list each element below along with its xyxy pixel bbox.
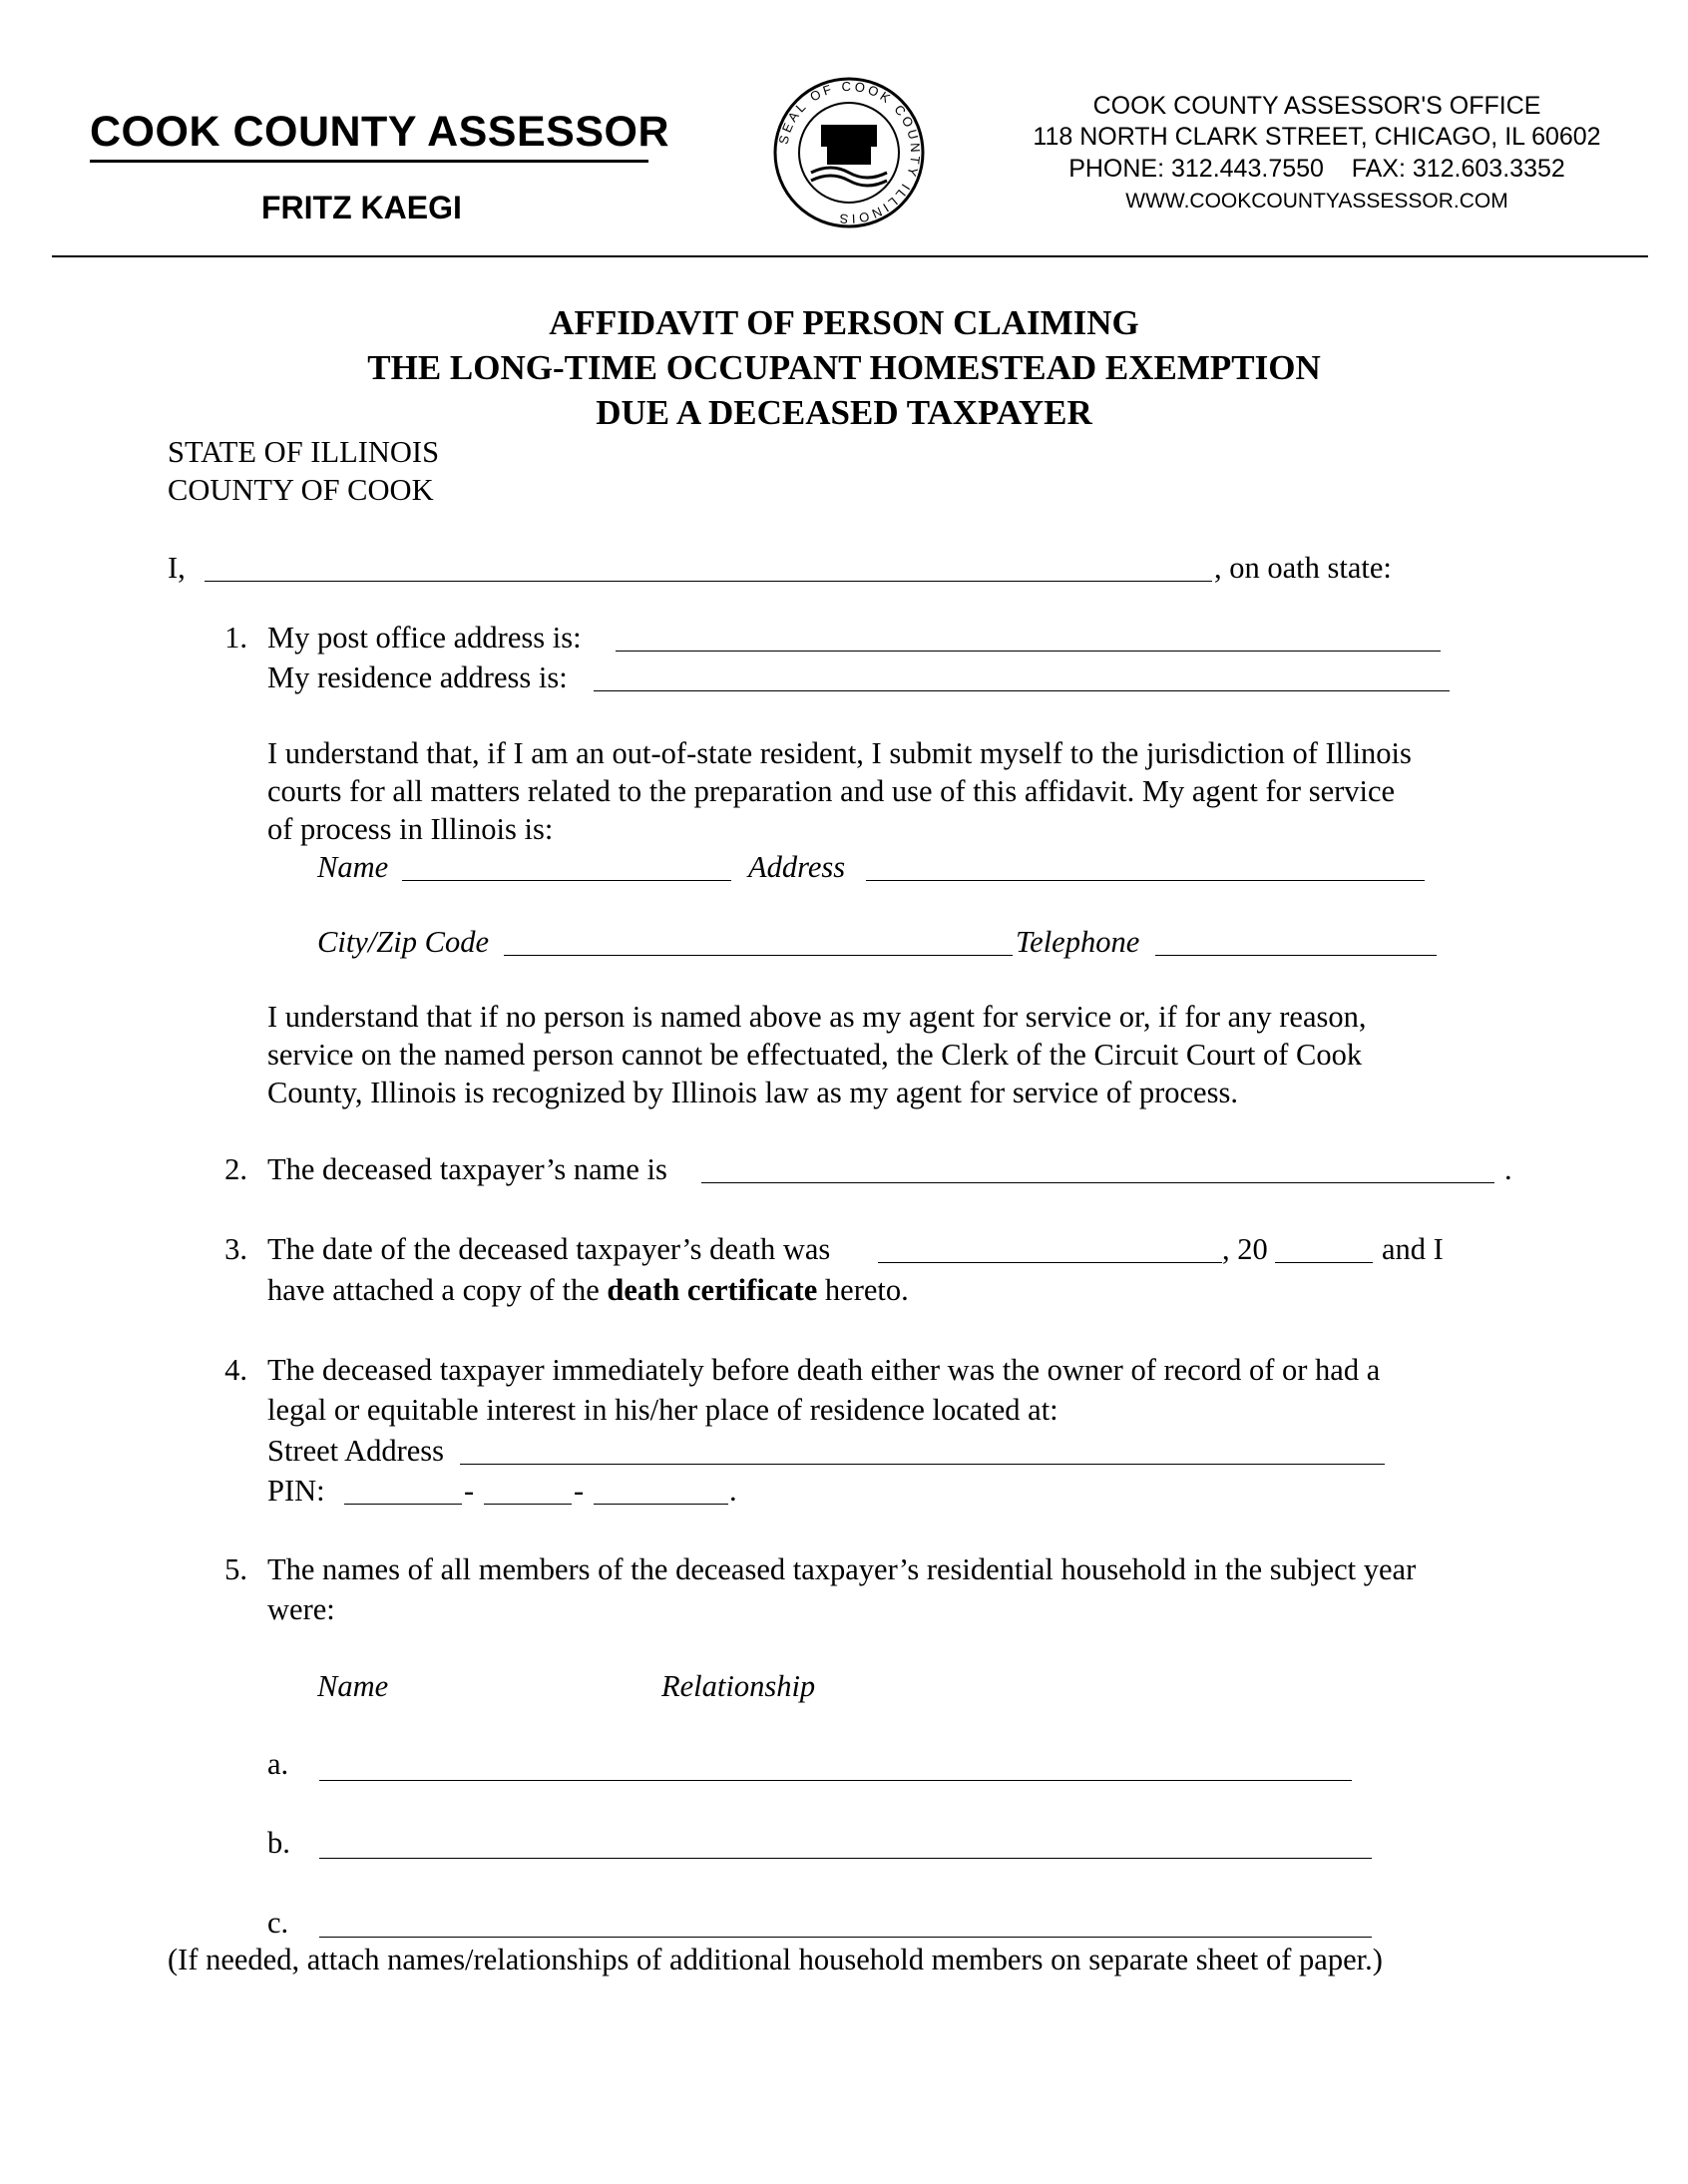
pin-field-part-1[interactable] bbox=[344, 1504, 462, 1505]
additional-members-note: (If needed, attach names/relationships of additional household members on separate sheet of paper.) bbox=[168, 1943, 1383, 1976]
venue-county: COUNTY OF COOK bbox=[168, 473, 434, 507]
residence-address-field[interactable] bbox=[594, 690, 1450, 691]
pin-dash-1: - bbox=[464, 1474, 475, 1508]
jurisdiction-para-line-2: courts for all matters related to the preparation and use of this affidavit. My agent for service bbox=[267, 774, 1396, 808]
agent-address-label: Address bbox=[748, 850, 846, 884]
venue-state: STATE OF ILLINOIS bbox=[168, 435, 440, 469]
household-row-a-label: a. bbox=[267, 1747, 289, 1781]
household-column-name: Name bbox=[317, 1669, 389, 1703]
office-street: 118 NORTH CLARK STREET, CHICAGO, IL 60602 bbox=[1033, 123, 1601, 151]
affiant-name-field[interactable] bbox=[205, 581, 1212, 582]
pin-label: PIN: bbox=[267, 1474, 325, 1508]
death-certificate-text-a: have attached a copy of the bbox=[267, 1273, 608, 1307]
deceased-name-field[interactable] bbox=[701, 1182, 1494, 1183]
pin-field-part-2[interactable] bbox=[484, 1504, 572, 1505]
agent-name-label: Name bbox=[317, 850, 389, 884]
assessor-name: FRITZ KAEGI bbox=[261, 190, 462, 225]
pin-field-part-3[interactable] bbox=[594, 1504, 728, 1505]
household-row-b-field[interactable] bbox=[319, 1858, 1372, 1859]
household-row-a-field[interactable] bbox=[319, 1780, 1352, 1781]
item-5-number: 5. bbox=[224, 1552, 247, 1586]
agent-city-field[interactable] bbox=[504, 955, 1013, 956]
street-address-field[interactable] bbox=[460, 1464, 1385, 1465]
item-3-number: 3. bbox=[224, 1232, 247, 1266]
household-row-c-label: c. bbox=[267, 1906, 289, 1940]
form-title-line-2: THE LONG-TIME OCCUPANT HOMESTEAD EXEMPTION bbox=[367, 348, 1321, 387]
residence-label: My residence address is: bbox=[267, 660, 568, 694]
death-certificate-line bbox=[267, 1273, 909, 1308]
death-year-field[interactable] bbox=[1275, 1262, 1373, 1263]
household-line-1: The names of all members of the deceased taxpayer’s residential household in the subject year bbox=[267, 1552, 1417, 1586]
agent-phone-field[interactable] bbox=[1155, 955, 1437, 956]
post-office-label: My post office address is: bbox=[267, 621, 582, 655]
service-para-line-3: County, Illinois is recognized by Illinois law as my agent for service of process. bbox=[267, 1076, 1238, 1109]
office-phone: PHONE: 312.443.7550 FAX: 312.603.3352 bbox=[1068, 155, 1565, 183]
agent-city-label: City/Zip Code bbox=[317, 925, 489, 959]
oath-suffix: , on oath state: bbox=[1214, 551, 1392, 585]
item-4-number: 4. bbox=[224, 1353, 247, 1387]
death-date-field[interactable] bbox=[878, 1262, 1222, 1263]
household-row-b-label: b. bbox=[267, 1826, 290, 1860]
street-address-label: Street Address bbox=[267, 1434, 445, 1468]
item-2-period: . bbox=[1504, 1152, 1512, 1186]
header-rule bbox=[52, 255, 1648, 257]
item-3-and-i: and I bbox=[1382, 1232, 1444, 1266]
jurisdiction-para-line-1: I understand that, if I am an out-of-state resident, I submit myself to the jurisdiction of Illinois bbox=[267, 736, 1412, 770]
seal-text: SEAL OF COOK COUNTY ILLINOIS bbox=[775, 78, 924, 227]
death-date-label: The date of the deceased taxpayer’s death was bbox=[267, 1232, 831, 1266]
office-website: WWW.COOKCOUNTYASSESSOR.COM bbox=[1125, 190, 1508, 213]
agent-name-field[interactable] bbox=[402, 880, 731, 881]
household-column-relationship: Relationship bbox=[661, 1669, 816, 1703]
household-line-2: were: bbox=[267, 1592, 335, 1626]
pin-dash-2: - bbox=[574, 1474, 585, 1508]
service-para-line-1: I understand that if no person is named above as my agent for service or, if for any reason, bbox=[267, 1000, 1367, 1034]
death-certificate-text-b: hereto. bbox=[817, 1273, 909, 1307]
jurisdiction-para-line-3: of process in Illinois is: bbox=[267, 812, 554, 846]
form-title-line-1: AFFIDAVIT OF PERSON CLAIMING bbox=[549, 303, 1139, 342]
year-prefix: , 20 bbox=[1222, 1232, 1268, 1266]
form-title-line-3: DUE A DECEASED TAXPAYER bbox=[596, 393, 1092, 432]
oath-prefix: I, bbox=[168, 551, 186, 585]
org-name: COOK COUNTY ASSESSOR bbox=[90, 108, 670, 156]
service-para-line-2: service on the named person cannot be effectuated, the Clerk of the Circuit Court of Cook bbox=[267, 1038, 1363, 1072]
agent-phone-label: Telephone bbox=[1016, 925, 1140, 959]
org-name-underline bbox=[90, 160, 648, 163]
office-name: COOK COUNTY ASSESSOR'S OFFICE bbox=[1092, 92, 1541, 120]
deceased-name-label: The deceased taxpayer’s name is bbox=[267, 1152, 667, 1186]
item-2-number: 2. bbox=[224, 1152, 247, 1186]
residence-interest-line-1: The deceased taxpayer immediately before death either was the owner of record of or had a bbox=[267, 1353, 1381, 1387]
pin-period: . bbox=[729, 1474, 737, 1508]
item-1-number: 1. bbox=[224, 621, 247, 655]
agent-address-field[interactable] bbox=[866, 880, 1425, 881]
county-seal bbox=[771, 75, 927, 230]
household-row-c-field[interactable] bbox=[319, 1937, 1372, 1938]
death-certificate-bold: death certificate bbox=[607, 1273, 818, 1307]
residence-interest-line-2: legal or equitable interest in his/her place of residence located at: bbox=[267, 1393, 1058, 1427]
post-office-address-field[interactable] bbox=[616, 651, 1441, 652]
